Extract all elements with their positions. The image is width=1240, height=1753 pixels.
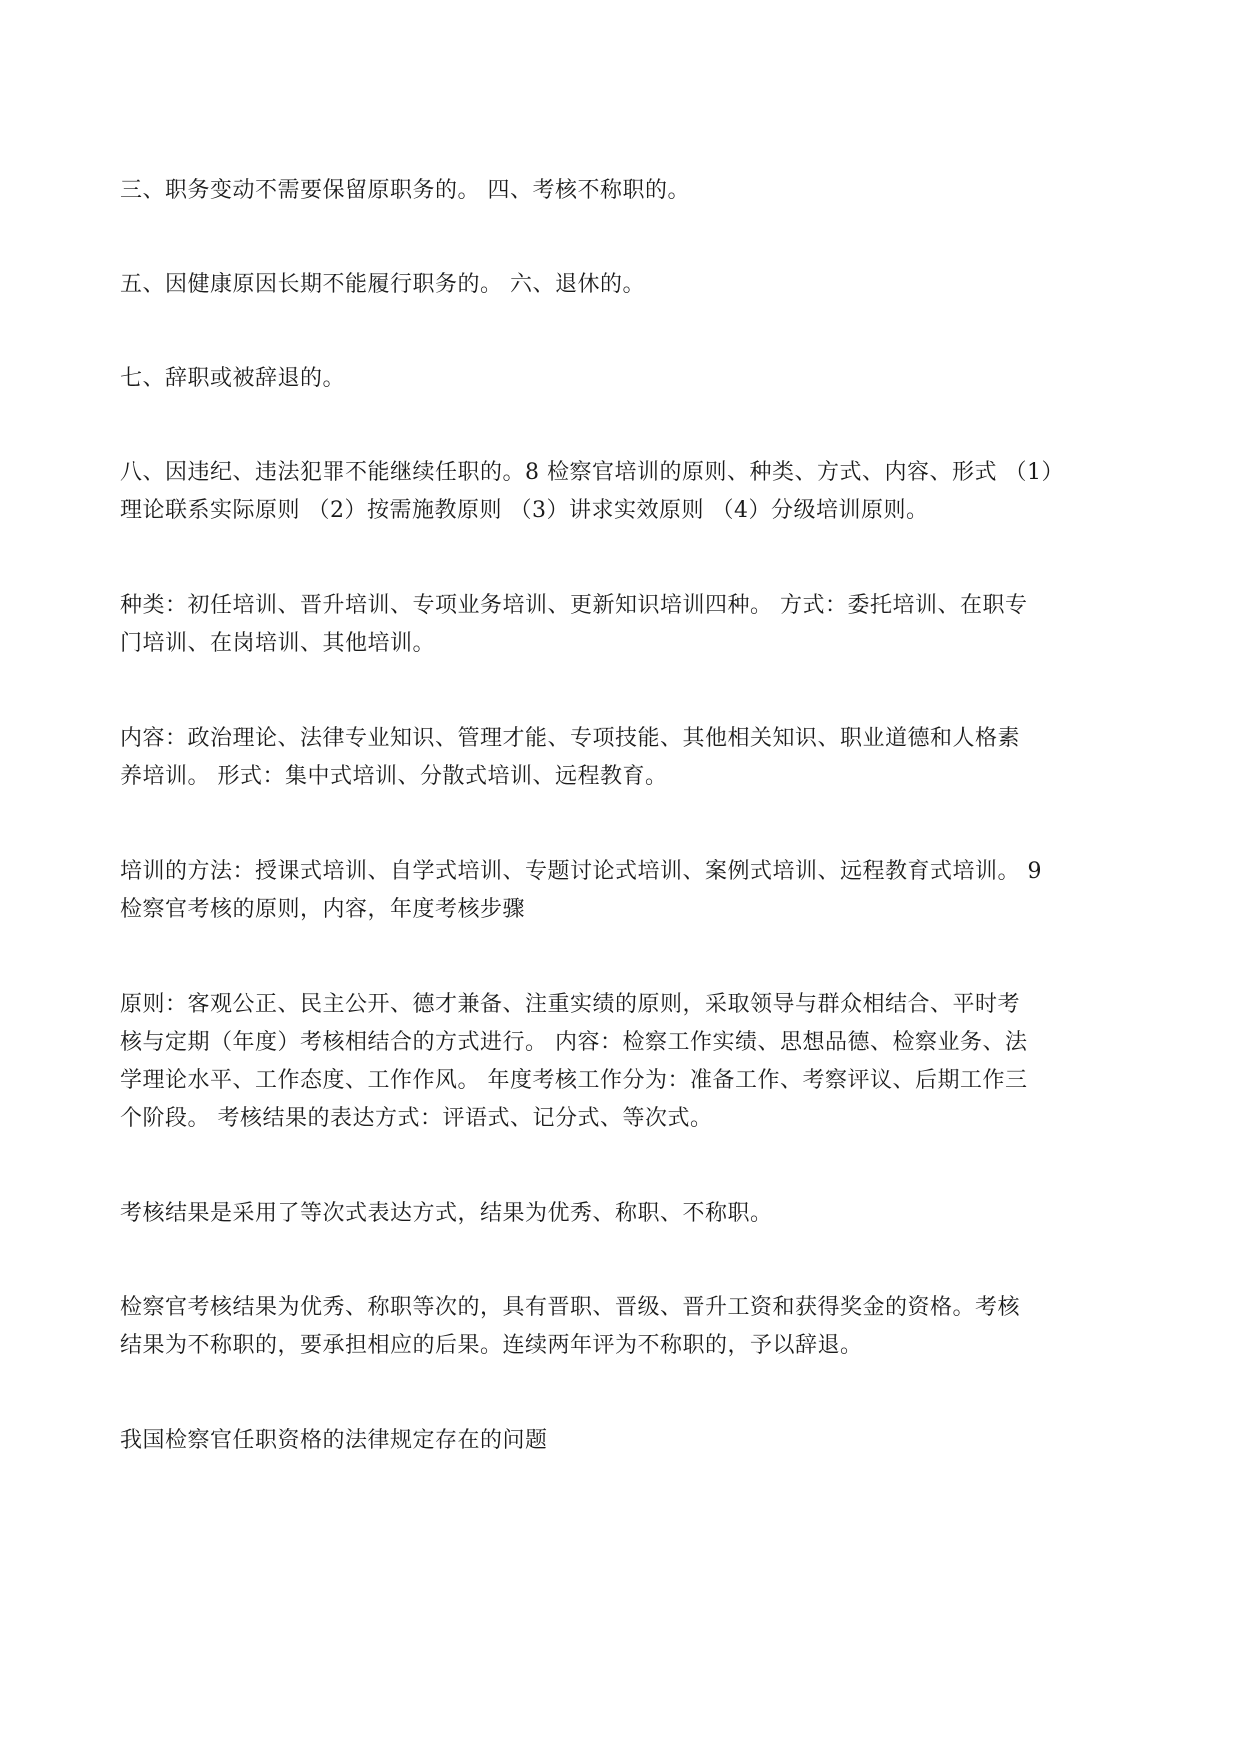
- paragraph-assessment-consequences: [120, 1289, 1130, 1365]
- text-line: 核与定期（年度）考核相结合的方式进行。 内容：检察工作实绩、思想品德、检察业务、法: [120, 1030, 1028, 1055]
- text-line: 学理论水平、工作态度、工作作风。 年度考核工作分为：准备工作、考察评议、后期工作三: [120, 1068, 1028, 1093]
- paragraph-assessment-principles: [120, 986, 1130, 1138]
- text-line: 理论联系实际原则 （2）按需施教原则 （3）讲求实效原则 （4）分级培训原则。: [120, 498, 929, 523]
- text-line: 五、因健康原因长期不能履行职务的。 六、退休的。: [120, 272, 645, 297]
- text-line: 个阶段。 考核结果的表达方式：评语式、记分式、等次式。: [120, 1106, 713, 1131]
- paragraph-training-content: [120, 720, 1130, 796]
- paragraph-training-types: [120, 587, 1130, 663]
- paragraph-training-methods: [120, 853, 1130, 929]
- text-line: 检察官考核的原则，内容，年度考核步骤: [120, 897, 526, 922]
- paragraph-dismissal-item-7: [120, 360, 1130, 398]
- paragraph-assessment-result-form: [120, 1195, 1130, 1233]
- text-line: 八、因违纪、违法犯罪不能继续任职的。8 检察官培训的原则、种类、方式、内容、形式 （1）: [120, 460, 1064, 485]
- paragraph-dismissal-items-3-4: [120, 172, 1130, 210]
- text-line: 考核结果是采用了等次式表达方式，结果为优秀、称职、不称职。: [120, 1201, 773, 1226]
- text-line: 结果为不称职的，要承担相应的后果。连续两年评为不称职的，予以辞退。: [120, 1333, 863, 1358]
- paragraph-training-principles: [120, 454, 1130, 530]
- text-line: 门培训、在岗培训、其他培训。: [120, 631, 436, 656]
- text-line: 内容：政治理论、法律专业知识、管理才能、专项技能、其他相关知识、职业道德和人格素: [120, 726, 1021, 751]
- text-line: 检察官考核结果为优秀、称职等次的，具有晋职、晋级、晋升工资和获得奖金的资格。考核: [120, 1295, 1021, 1320]
- text-line: 种类：初任培训、晋升培训、专项业务培训、更新知识培训四种。 方式：委托培训、在职专: [120, 593, 1028, 618]
- text-line: 我国检察官任职资格的法律规定存在的问题: [120, 1428, 548, 1453]
- text-line: 七、辞职或被辞退的。: [120, 366, 346, 391]
- paragraph-qualification-issues-heading: [120, 1422, 1130, 1460]
- text-line: 培训的方法：授课式培训、自学式培训、专题讨论式培训、案例式培训、远程教育式培训。 9: [120, 859, 1042, 884]
- text-line: 养培训。 形式：集中式培训、分散式培训、远程教育。: [120, 764, 668, 789]
- paragraph-dismissal-items-5-6: [120, 266, 1130, 304]
- text-line: 原则：客观公正、民主公开、德才兼备、注重实绩的原则，采取领导与群众相结合、平时考: [120, 992, 1021, 1017]
- text-line: 三、职务变动不需要保留原职务的。 四、考核不称职的。: [120, 178, 690, 203]
